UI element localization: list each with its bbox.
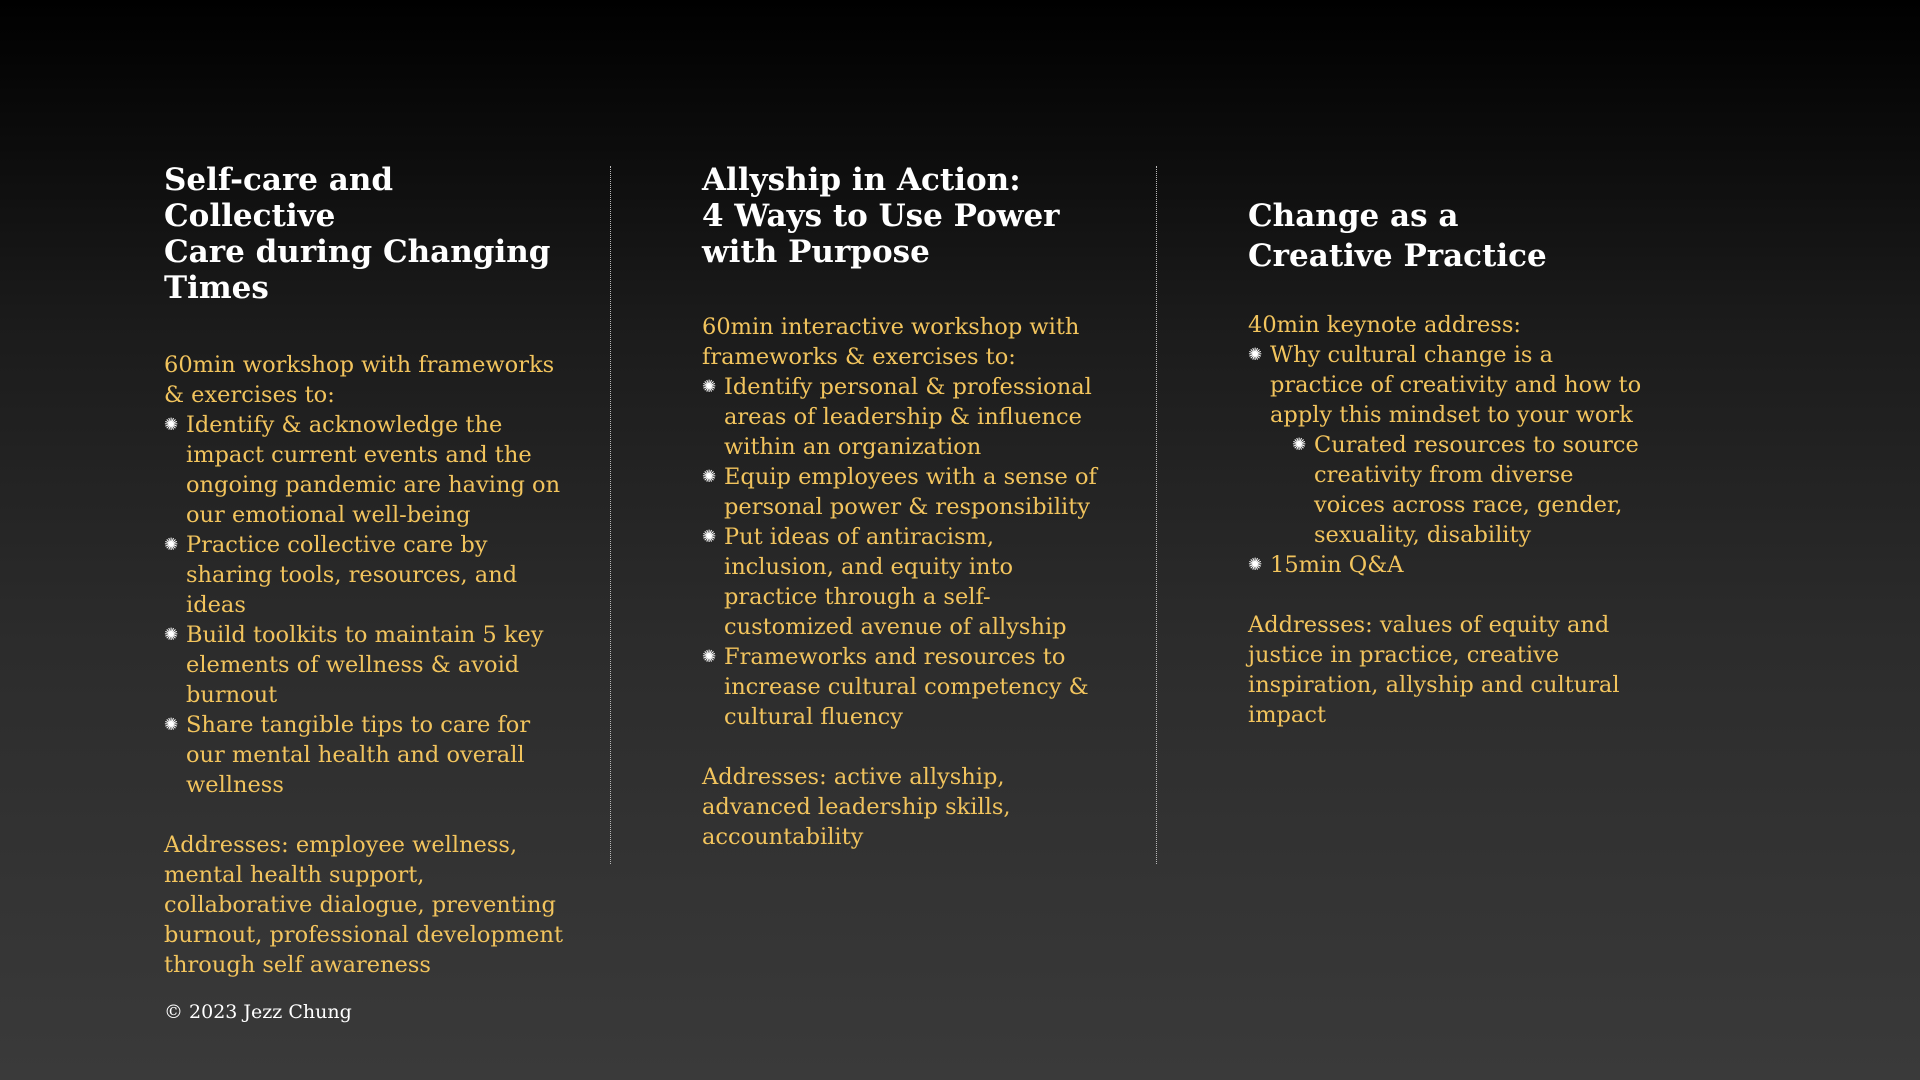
list-item-text: Curated resources to source creativity from diverse voices across race, gender, sexuality, disability <box>1314 432 1639 548</box>
addresses-text: Addresses: active allyship, advanced leadership skills, accountability <box>702 764 1011 850</box>
list-item-text: Identify personal & professional areas of leadership & influence within an organization <box>724 374 1092 460</box>
asterisk-flower-icon: ✺ <box>1248 345 1263 365</box>
column-divider <box>610 166 611 864</box>
section-title: Allyship in Action: 4 Ways to Use Power with Purpose <box>702 162 1060 270</box>
list-item <box>164 710 564 800</box>
list-item <box>702 462 1102 522</box>
list-item-text: Share tangible tips to care for our mental health and overall wellness <box>186 712 531 798</box>
copyright-footer: © 2023 Jezz Chung <box>164 1001 352 1023</box>
asterisk-flower-icon: ✺ <box>164 415 179 435</box>
bullet-list <box>1248 340 1648 580</box>
list-item-text: Identify & acknowledge the impact current events and the ongoing pandemic are having on our emotional well-being <box>186 412 561 528</box>
addresses-text: Addresses: employee wellness, mental health support, collaborative dialogue, preventing burnout, professional development through self awareness <box>164 832 564 978</box>
list-item <box>164 530 564 620</box>
section-title: Change as a Creative Practice <box>1248 198 1547 274</box>
column-divider <box>1156 166 1157 864</box>
column-self-care <box>164 162 564 980</box>
list-item-text: 15min Q&A <box>1270 552 1404 578</box>
list-item <box>164 410 564 530</box>
list-item <box>164 620 564 710</box>
column-allyship <box>702 162 1102 852</box>
list-item <box>1248 340 1648 430</box>
bullet-list <box>702 372 1102 732</box>
list-item-text: Equip employees with a sense of personal power & responsibility <box>724 464 1097 520</box>
list-item-text: Build toolkits to maintain 5 key elements of wellness & avoid burnout <box>186 622 544 708</box>
bullet-list <box>164 410 564 800</box>
list-item <box>702 372 1102 462</box>
asterisk-flower-icon: ✺ <box>164 715 179 735</box>
list-item <box>702 522 1102 642</box>
list-item <box>1248 550 1648 580</box>
asterisk-flower-icon: ✺ <box>702 647 717 667</box>
section-intro: 60min interactive workshop with frameworks & exercises to: <box>702 314 1080 370</box>
list-item-nested <box>1292 430 1648 550</box>
list-item <box>702 642 1102 732</box>
asterisk-flower-icon: ✺ <box>702 377 717 397</box>
addresses-text: Addresses: values of equity and justice in practice, creative inspiration, allyship and cultural impact <box>1248 612 1620 728</box>
column-change <box>1248 196 1648 730</box>
asterisk-flower-icon: ✺ <box>164 625 179 645</box>
section-title: Self-care and Collective Care during Changing Times <box>164 162 551 306</box>
asterisk-flower-icon: ✺ <box>702 467 717 487</box>
asterisk-flower-icon: ✺ <box>702 527 717 547</box>
list-item-text: Why cultural change is a practice of creativity and how to apply this mindset to your work <box>1270 342 1642 428</box>
list-item-text: Practice collective care by sharing tools, resources, and ideas <box>186 532 518 618</box>
section-intro: 40min keynote address: <box>1248 312 1521 338</box>
section-intro: 60min workshop with frameworks & exercises to: <box>164 352 555 408</box>
asterisk-flower-icon: ✺ <box>164 535 179 555</box>
list-item-text: Frameworks and resources to increase cultural competency & cultural fluency <box>724 644 1089 730</box>
asterisk-flower-icon: ✺ <box>1248 555 1263 575</box>
list-item-text: Put ideas of antiracism, inclusion, and equity into practice through a self-customized avenue of allyship <box>724 524 1067 640</box>
asterisk-flower-icon: ✺ <box>1292 435 1307 455</box>
